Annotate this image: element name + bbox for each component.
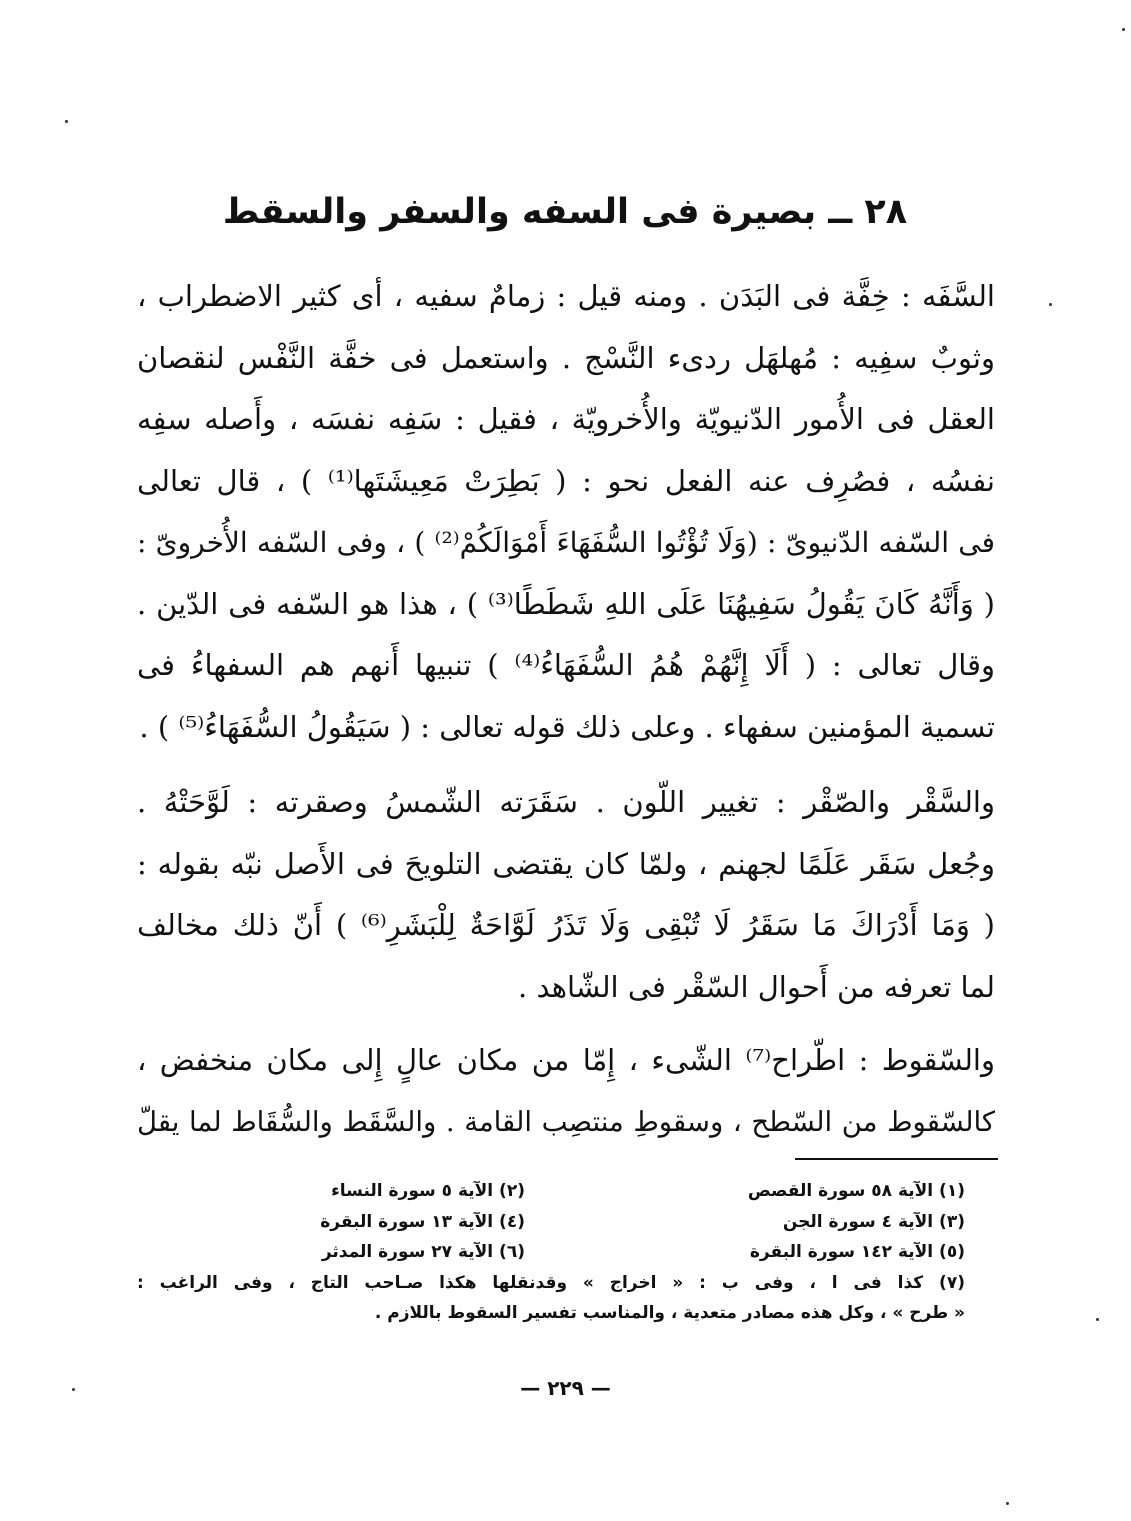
text-line: ( وَأَنَّهُ كَانَ يَقُولُ سَفِيهُنَا عَلَى اللهِ شَطَطًا⁽³⁾ ) ، هذا هو السّفه فى الدّين .: [137, 586, 995, 621]
text-line: والسَّقْر والصّقْر : تغيير اللّون . سَقَرَته الشّمسُ وصقرته : لَوَّحَتْهُ .: [137, 785, 995, 819]
paragraph-2: [137, 772, 995, 1018]
footnote: (٤) الآية ١٣ سورة البقرة: [320, 1211, 525, 1232]
paragraph-3: [137, 1030, 995, 1153]
footnote-long: « طرح » ، وكل هذه مصادر متعدية ، والمناسب تفسير السقوط باللازم .: [374, 1303, 965, 1323]
text-line: نفسُه ، فصُرِف عنه الفعل نحو : ( بَطِرَتْ مَعِيشَتَها⁽¹⁾ ) ، قال تعالى: [137, 463, 995, 498]
text-line: لما تعرفه من أَحوال السّقْر فى الشّاهد .: [518, 969, 995, 1004]
text-line: وجُعل سَقَر عَلَمًا لجهنم ، ولمّا كان يقتضى التلويحَ فى الأَصل نبّه بقوله :: [137, 846, 995, 881]
page-title: ٢٨ ــ بصيرة فى السفه والسفر والسقط: [222, 192, 908, 232]
text-line: ( وَمَا أَدْرَاكَ مَا سَقَرُ لَا تُبْقِى وَلَا تَذَرُ لَوَّاحَةٌ لِلْبَشَرِ⁽⁶⁾ ) أَنّ ذلك مخالف: [137, 908, 995, 942]
page-number: — ٢٢٩ —: [520, 1376, 611, 1400]
text-line: فى السّفه الدّنيوىّ : (وَلَا تُؤْتُوا السُّفَهَاءَ أَمْوَالَكُمْ⁽²⁾ ) ، وفى السّفه الأُخروىّ :: [137, 526, 995, 559]
text-line: السَّفَه : خِفَّة فى البَدَن . ومنه قيل : زمامٌ سفيه ، أى كثير الاضطراب ،: [137, 279, 995, 313]
footnote-row: [137, 1207, 995, 1238]
text-line: العقل فى الأُمور الدّنيويّة والأُخرويّة ، فقيل : سَفِه نفسَه ، وأَصله سفِه: [137, 402, 995, 436]
text-line: وثوبٌ سفِيه : مُهلهَل ردىء النَّسْج . واستعمل فى خفَّة النَّفْس لنقصان: [137, 340, 995, 375]
text-line: والسّقوط : اطّراح⁽⁷⁾ الشّىء ، إِمّا من مكان عالٍ إِلى مكان منخفض ،: [137, 1043, 995, 1077]
footnote: (٦) الآية ٢٧ سورة المدثر: [321, 1242, 525, 1262]
scan-speck: [1049, 303, 1052, 306]
footnote-row: [137, 1176, 995, 1207]
footnote: (٥) الآية ١٤٢ سورة البقرة: [749, 1242, 965, 1262]
footnote: (٢) الآية ٥ سورة النساء: [331, 1181, 525, 1201]
footnotes: [137, 1176, 995, 1329]
text-line: تسمية المؤمنين سفهاء . وعلى ذلك قوله تعالى : ( سَيَقُولُ السُّفَهَاءُ⁽⁵⁾ ) .: [139, 709, 995, 744]
scan-speck: [1096, 1318, 1099, 1321]
footnote: (١) الآية ٥٨ سورة القصص: [747, 1181, 965, 1201]
text-line: كالسّقوط من السّطح ، وسقوطِ منتصِب القامة . والسَّقَط والسُّقَاط لما يقلّ: [137, 1105, 995, 1138]
scan-speck: [1122, 28, 1125, 31]
footnote: (٣) الآية ٤ سورة الجن: [782, 1211, 965, 1232]
footnote-separator: [795, 1158, 998, 1160]
scan-speck: [1006, 1502, 1009, 1505]
footnote-long: (٧) كذا فى ا ، وفى ب : « اخراج » وقدنقلها هكذا صـاحب التاج ، وفى الراغب :: [137, 1272, 965, 1293]
text-line: وقال تعالى : ( أَلَا إِنَّهُمْ هُمُ السُّفَهَاءُ⁽⁴⁾ ) تنبيها أَنهم هم السفهاءُ فى: [137, 648, 995, 682]
paragraph-1: [137, 266, 995, 758]
scan-speck: [65, 120, 68, 123]
footnote-row: [137, 1237, 995, 1268]
